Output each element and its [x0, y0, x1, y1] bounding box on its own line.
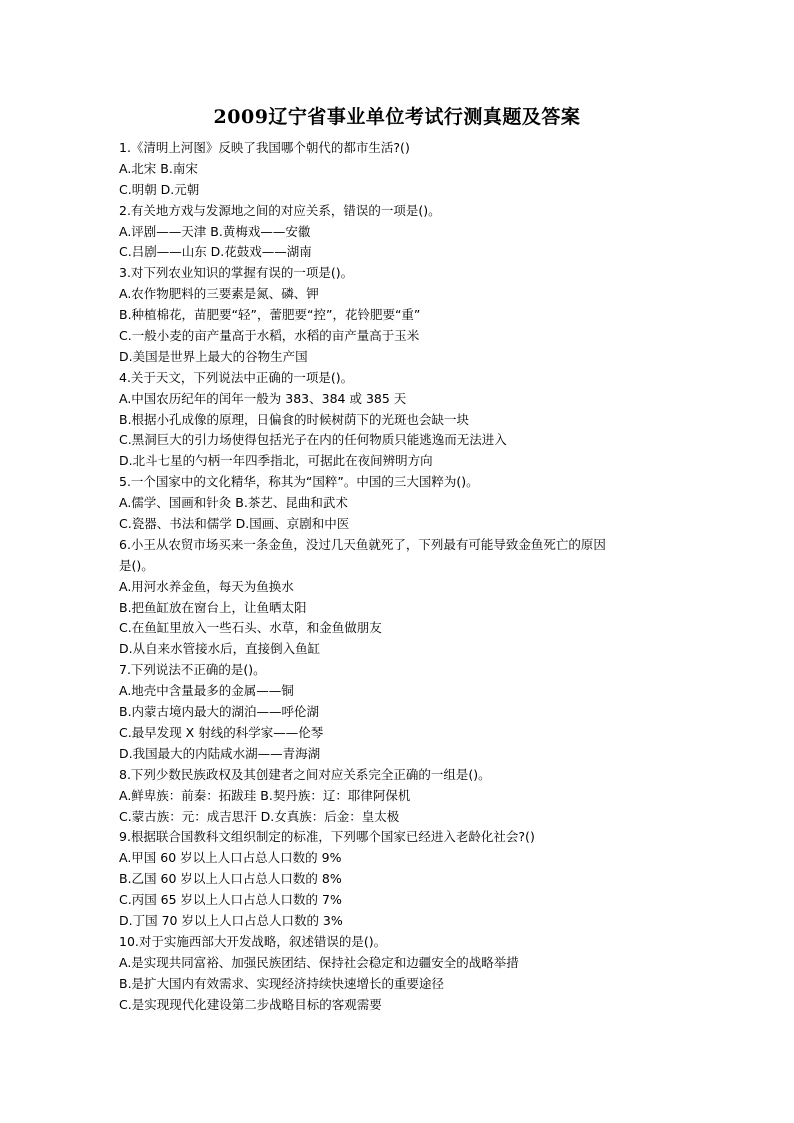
text-line: B.内蒙古境内最大的湖泊——呼伦湖: [119, 704, 320, 720]
text-line: A.鲜卑族：前秦：拓跋珪 B.契丹族：辽：耶律阿保机: [119, 787, 411, 803]
text-line: 4.关于天文，下列说法中正确的一项是()。: [119, 369, 354, 385]
text-line: A.用河水养金鱼，每天为鱼换水: [119, 578, 294, 594]
text-line: D.北斗七星的勺柄一年四季指北，可据此在夜间辨明方向: [119, 453, 433, 469]
text-line: C.瓷器、书法和儒学 D.国画、京剧和中医: [119, 516, 350, 532]
text-line: 是()。: [119, 557, 154, 573]
text-line: C.在鱼缸里放入一些石头、水草，和金鱼做朋友: [119, 620, 382, 636]
text-line: D.美国是世界上最大的谷物生产国: [119, 348, 308, 364]
text-line: D.从自来水管接水后，直接倒入鱼缸: [119, 641, 321, 657]
text-line: A.是实现共同富裕、加强民族团结、保持社会稳定和边疆安全的战略举措: [119, 954, 519, 970]
text-line: C.明朝 D.元朝: [119, 181, 200, 197]
text-line: 7.下列说法不正确的是()。: [119, 662, 266, 678]
text-line: A.中国农历纪年的闰年一般为 383、384 或 385 天: [119, 390, 407, 406]
text-line: 1.《清明上河图》反映了我国哪个朝代的都市生活?(): [119, 140, 410, 155]
text-line: C.蒙古族：元：成吉思汗 D.女真族：后金：皇太极: [119, 808, 400, 824]
text-line: C.最早发现 X 射线的科学家——伦琴: [119, 724, 324, 740]
document-title: 2009辽宁省事业单位考试行测真题及答案: [213, 106, 581, 128]
text-line: 10.对于实施西部大开发战略，叙述错误的是()。: [119, 933, 387, 949]
text-line: B.根据小孔成像的原理，日偏食的时候树荫下的光斑也会缺一块: [119, 411, 470, 427]
text-line: C.丙国 65 岁以上人口占总人口数的 7%: [119, 892, 342, 908]
text-line: A.评剧——天津 B.黄梅戏——安徽: [119, 223, 311, 239]
text-line: B.是扩大国内有效需求、实现经济持续快速增长的重要途径: [119, 975, 445, 991]
text-line: C.黑洞巨大的引力场使得包括光子在内的任何物质只能逃逸而无法进入: [119, 432, 507, 448]
text-line: A.北宋 B.南宋: [119, 160, 198, 176]
text-line: D.丁国 70 岁以上人口占总人口数的 3%: [119, 912, 343, 928]
text-line: B.乙国 60 岁以上人口占总人口数的 8%: [119, 871, 342, 887]
text-line: 5.一个国家中的文化精华，称其为“国粹”。中国的三大国粹为()。: [119, 474, 479, 490]
text-line: A.儒学、国画和针灸 B.茶艺、昆曲和武术: [119, 495, 348, 511]
text-line: B.种植棉花，苗肥要“轻”，蕾肥要“控”，花铃肥要“重”: [119, 307, 421, 323]
text-line: D.我国最大的内陆咸水湖——青海湖: [119, 745, 321, 761]
text-line: C.一般小麦的亩产量高于水稻，水稻的亩产量高于玉米: [119, 328, 420, 344]
text-line: 6.小王从农贸市场买来一条金鱼，没过几天鱼就死了，下列最有可能导致金鱼死亡的原因: [119, 536, 606, 552]
text-line: C.吕剧——山东 D.花鼓戏——湖南: [119, 244, 312, 260]
document-body: [119, 138, 679, 1015]
text-line: A.甲国 60 岁以上人口占总人口数的 9%: [119, 850, 342, 866]
text-line: 3.对下列农业知识的掌握有误的一项是()。: [119, 265, 354, 281]
text-line: 8.下列少数民族政权及其创建者之间对应关系完全正确的一组是()。: [119, 766, 491, 782]
text-line: C.是实现现代化建设第二步战略目标的客观需要: [119, 996, 382, 1012]
text-line: A.地壳中含量最多的金属——铜: [119, 683, 294, 699]
text-line: B.把鱼缸放在窗台上，让鱼晒太阳: [119, 599, 307, 615]
text-line: 2.有关地方戏与发源地之间的对应关系，错误的一项是()。: [119, 202, 441, 218]
text-line: A.农作物肥料的三要素是氮、磷、钾: [119, 286, 319, 302]
text-line: 9.根据联合国教科文组织制定的标准，下列哪个国家已经进入老龄化社会?(): [119, 829, 535, 845]
